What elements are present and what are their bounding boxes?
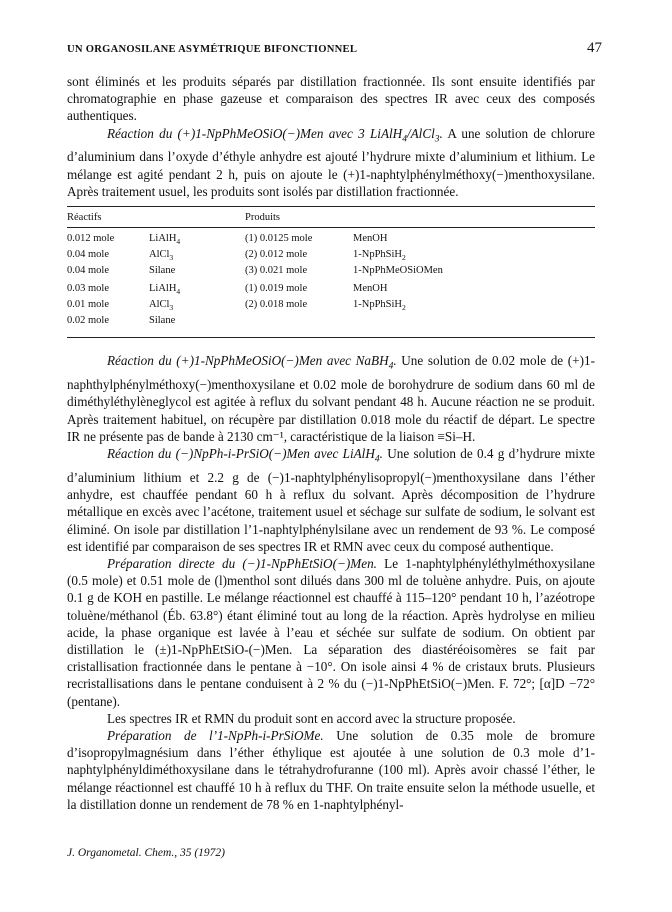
table-cell: 1-NpPhMeOSiOMen — [353, 265, 443, 277]
table-cell: 0.012 mole — [67, 233, 115, 245]
table-group-1 — [67, 282, 595, 327]
bottom-paragraph-4 — [67, 727, 595, 813]
bottom-paragraph-1 — [67, 445, 595, 555]
table-cell: 0.01 mole — [67, 299, 109, 311]
table-cell: MenOH — [353, 233, 388, 245]
paragraph-text: sont éliminés et les produits séparés par distillation fractionnée. Ils sont ensuite identifiés par chromatographie en phase gazeuse et comparaison des spectres IR avec ceux des composés authentiques. — [67, 74, 595, 124]
top-paragraph-0 — [67, 73, 595, 125]
table-cell: 0.04 mole — [67, 249, 109, 261]
table-cell: (3) 0.021 mole — [245, 265, 308, 277]
table-cell: 0.04 mole — [67, 265, 109, 277]
table-cell: AlCl$_3$ — [149, 299, 174, 313]
table-body — [67, 228, 595, 337]
table-row — [67, 298, 595, 314]
top-paragraph-1 — [67, 125, 595, 200]
paragraph-text: Une solution de 0.02 mole de (+)1-naphthylphénylméthoxy(−)menthoxysilane et 0.02 mole de borohydrure de sodium dans 60 ml de diméthyléthylèneglycol est agitée à reflux du solvant pendant 48 h. Aucune réaction ne se produit. Après traitement habituel, on récupère par distillation 0.018 mole du réactif de départ. Le spectre IR ne présente pas de bande à 2130 cm⁻¹, caractéristique de la liaison ≡Si–H. — [67, 353, 595, 444]
paragraph-heading: Préparation directe du (−)1-NpPhEtSiO(−)Men. — [107, 555, 377, 571]
running-header — [67, 40, 602, 57]
header-reactifs: Réactifs — [67, 212, 102, 224]
article-body — [67, 73, 595, 813]
table-cell: AlCl$_3$ — [149, 249, 174, 263]
paragraphs-before-table — [67, 73, 595, 200]
paragraph-heading: Préparation de l’1-NpPh-i-PrSiOMe. — [107, 727, 324, 743]
paragraph-heading: Réaction du (+)1-NpPhMeOSiO(−)Men avec NaBH$_4$. — [107, 353, 397, 373]
page-number: 47 — [587, 40, 602, 56]
table-cell: (1) 0.0125 mole — [245, 233, 313, 245]
reaction-table — [67, 206, 595, 338]
table-group-0 — [67, 232, 595, 277]
table-bottom-rule — [67, 337, 595, 338]
paragraph-heading: Réaction du (−)NpPh-i-PrSiO(−)Men avec LiAlH$_4$. — [107, 446, 383, 465]
table-cell: (2) 0.012 mole — [245, 249, 308, 261]
bottom-paragraph-0 — [67, 352, 595, 445]
table-row — [67, 314, 595, 327]
paragraph-text: Le 1-naphtylphényléthylméthoxysilane (0.5 mole) et 0.51 mole de (l)menthol sont dilués dans 300 ml de toluène anhydre. Puis, on ajoute 0.1 g de KOH en pastille. Le mélange réactionnel est chauffé à 115–120° pendant 10 h, l’azéotrope toluène/méthanol (Éb. 63.8°) étant éliminé tout au long de la réaction. Après hydrolyse en milieu acide, la phase organique est lavée à l’eau et séchée sur sulfate de sodium. On obtient par distillation le (±)1-NpPhEtSiO-(−)Men. La séparation des diastéréoisomères se fait par cristallisation fractionnée dans le pentane à −10°. On isole ainsi 4 % de cristaux bruts. Plusieurs recristallisations dans le pentane conduisent à 2 % du (−)1-NpPhEtSiO(−)Men. F. 72°; [α]D −72° (pentane). — [67, 555, 595, 709]
paragraph-text: Les spectres IR et RMN du produit sont en accord avec la structure proposée. — [107, 710, 516, 726]
table-cell: 1-NpPhSiH$_2$ — [353, 299, 406, 313]
paragraph-text: A une solution de chlorure d’aluminium dans l’oxyde d’éthyle anhydre est ajouté l’hydrure mixte d’aluminium et lithium. Le mélange est agité pendant 2 h, puis on ajoute le (+)1-naphtylphénylméthoxy(−)menthoxysilane. Après traitement usuel, les produits sont isolés par distillation fractionnée. — [67, 125, 595, 199]
paragraph-heading: Réaction du (+)1-NpPhMeOSiO(−)Men avec 3 LiAlH$_4$/AlCl$_3$. — [107, 125, 443, 145]
table-row — [67, 232, 595, 248]
table-cell — [353, 314, 595, 327]
paragraphs-after-table — [67, 352, 595, 813]
table-row — [67, 282, 595, 298]
table-cell: (1) 0.019 mole — [245, 283, 308, 295]
paragraph-text: Une solution de 0.35 mole de bromure d’isopropylmagnésium dans l’éther éthylique est ajoutée à une solution de 0.3 mole d’1-naphtylphényldiméthoxysilane dans le tétrahydrofuranne (100 ml). Après avoir chassé l’éther, le mélange réactionnel est chauffé 10 h à reflux du THF. On traite ensuite selon la méthode usuelle, et la distillation donne un rendement de 78 % en 1-naphtylphényl- — [67, 727, 595, 812]
bottom-paragraph-2 — [67, 555, 595, 710]
table-cell: LiAlH$_4$ — [149, 283, 181, 297]
table-row — [67, 248, 595, 264]
table-row — [67, 264, 595, 277]
paragraph-text: Une solution de 0.4 g d’hydrure mixte d’aluminium lithium et 2.2 g de (−)1-naphtylphénylisopropyl(−)menthoxysilane dans l’éther anhydre, est chauffée pendant 60 h à reflux du solvant. Après décomposition de l’hydrure métallique en excès avec l’acétone, traitement usuel et séchage sur sulfate de sodium, le solvant est éliminé. On isole par distillation l’1-naphtylphénylsilane avec un rendement de 93 %. Le composé est identifié par comparaison de ses spectres IR et RMN avec ceux du composé authentique. — [67, 446, 595, 554]
table-cell: MenOH — [353, 283, 388, 295]
bottom-paragraph-3 — [67, 710, 595, 727]
table-cell: Silane — [149, 315, 176, 327]
journal-citation: J. Organometal. Chem., 35 (1972) — [67, 847, 225, 859]
table-cell: LiAlH$_4$ — [149, 233, 181, 247]
table-header-row — [67, 207, 595, 227]
table-cell — [245, 314, 353, 327]
header-produits: Produits — [245, 212, 281, 224]
table-cell: (2) 0.018 mole — [245, 299, 308, 311]
running-title: UN ORGANOSILANE ASYMÉTRIQUE BIFONCTIONNEL — [67, 44, 358, 55]
table-cell: 1-NpPhSiH$_2$ — [353, 249, 406, 263]
table-cell: 0.02 mole — [67, 315, 109, 327]
table-cell: 0.03 mole — [67, 283, 109, 295]
table-cell: Silane — [149, 265, 176, 277]
